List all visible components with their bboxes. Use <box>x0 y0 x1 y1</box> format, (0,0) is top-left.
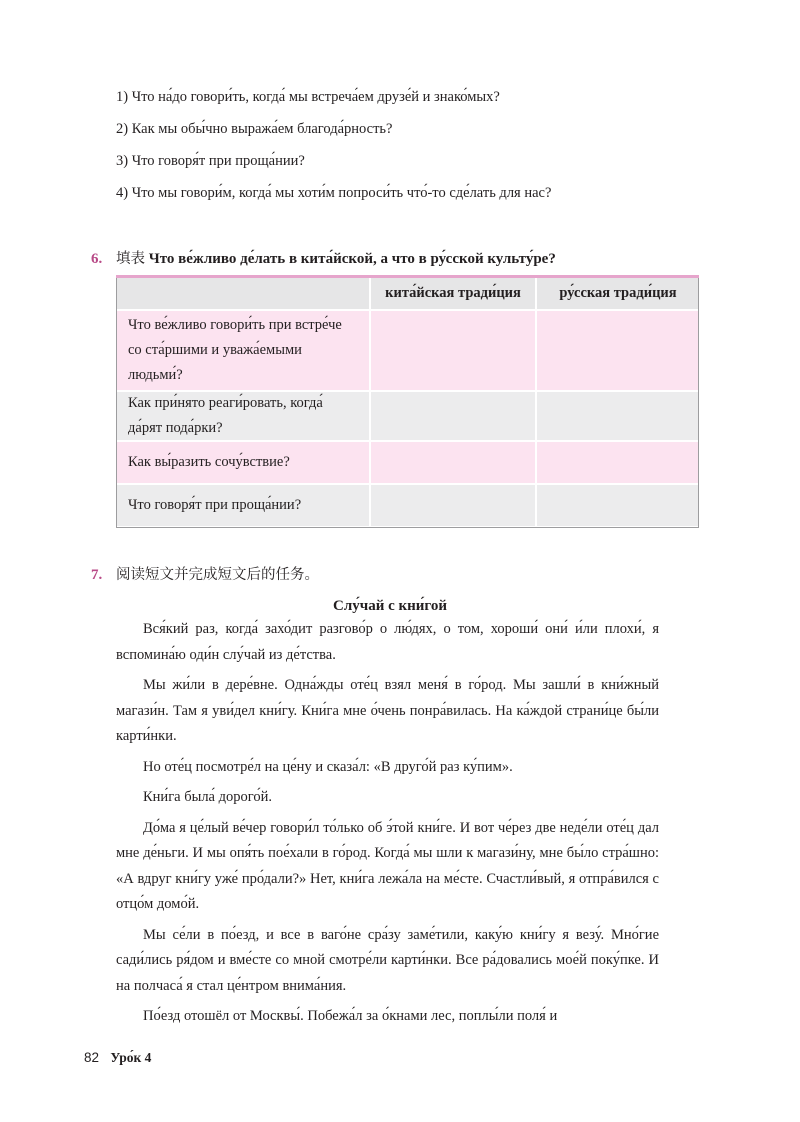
story-paragraph: По́езд отошёл от Москвы́. Побежа́л за о́кнами лес, поплы́ли поля́ и <box>143 1008 558 1024</box>
story-text <box>116 595 659 1035</box>
question-item: 4) Что мы говори́м, когда́ мы хоти́м попроси́ть что́-то сде́лать для нас? <box>116 185 552 201</box>
table-header-cell: кита́йская тради́ция <box>369 278 535 309</box>
page-number: 82 <box>84 1050 100 1065</box>
question-item: 3) Что говоря́т при проща́нии? <box>116 153 305 169</box>
section-6-title <box>91 247 556 268</box>
question-list <box>116 85 551 213</box>
story-paragraph: Мы жи́ли в дере́вне. Одна́жды оте́ц взял меня́ в го́род. Мы зашли́ в кни́жный магази́н. Там я уви́дел кни́гу. Кни́га мне о́чень понра́вилась. На ка́ждой страни́це бы́ли карти́нки. <box>116 677 659 744</box>
page-footer <box>84 1050 151 1066</box>
table-cell-china[interactable] <box>369 311 535 390</box>
section-6-heading: Что ве́жливо де́лать в кита́йской, а что в ру́сской культу́ре? <box>148 251 556 267</box>
story-paragraph: Мы се́ли в по́езд, и все в ваго́не сра́зу заме́тили, каку́ю кни́гу я везу́. Мно́гие сади́лись ря́дом и вме́сте со мной смотре́ли карти́нки. Все ра́довались мое́й поку́пке. И на полчаса́ я стал це́нтром внима́ния. <box>116 926 659 994</box>
story-paragraph: Кни́га была́ дорого́й. <box>143 789 272 805</box>
table-row <box>116 485 699 528</box>
table-header-cell: ру́сская тради́ция <box>535 278 699 309</box>
table-row <box>116 392 699 442</box>
table-row-label: Как вы́разить сочу́вствие? <box>128 454 290 470</box>
table-cell-russia[interactable] <box>535 392 699 440</box>
question-item: 2) Как мы обы́чно выража́ем благода́рность? <box>116 121 393 137</box>
table-cell-russia[interactable] <box>535 442 699 483</box>
section-7-number: 7. <box>91 567 103 583</box>
culture-table <box>116 275 699 528</box>
table-cell-russia[interactable] <box>535 311 699 390</box>
table-cell-china[interactable] <box>369 392 535 440</box>
table-cell-china[interactable] <box>369 485 535 526</box>
table-row <box>116 442 699 485</box>
section-6-instruction: 填表 <box>116 251 145 267</box>
question-item: 1) Что на́до говори́ть, когда́ мы встреча́ем друзе́й и знако́мых? <box>116 89 500 105</box>
table-row-label: Что ве́жливо говори́ть при встре́че со ста́ршими и уважа́емыми людьми́? <box>128 317 342 383</box>
table-cell-russia[interactable] <box>535 485 699 526</box>
story-paragraph: До́ма я це́лый ве́чер говори́л то́лько об э́той кни́ге. И вот че́рез две неде́ли оте́ц дал мне де́ньги. И мы опя́ть пое́хали в го́род. Когда́ мы шли к магази́ну, мне бы́ло стра́шно: «А вдруг кни́гу уже́ про́дали?» Нет, кни́га лежа́ла на ме́сте. Счастли́вый, я отпра́вился с отцо́м домо́й. <box>116 819 659 912</box>
section-6-number: 6. <box>91 251 103 267</box>
table-header-cell <box>116 278 369 309</box>
section-7-title <box>91 563 319 584</box>
table-header-row <box>116 278 699 311</box>
story-title: Слу́чай с кни́гой <box>332 598 448 614</box>
table-row-label: Что говоря́т при проща́нии? <box>128 497 302 513</box>
lesson-label: Уро́к 4 <box>110 1050 152 1065</box>
table-cell-china[interactable] <box>369 442 535 483</box>
table-row-label: Как при́нято реаги́ровать, когда́ да́рят пода́рки? <box>128 395 323 436</box>
story-paragraph: Но оте́ц посмотре́л на це́ну и сказа́л: «В друго́й раз ку́пим». <box>143 758 513 775</box>
table-row <box>116 311 699 392</box>
section-7-instruction: 阅读短文并完成短文后的任务。 <box>116 567 319 583</box>
story-paragraph: Вся́кий раз, когда́ захо́дит разгово́р о лю́дях, о том, хороши́ они́ и́ли плохи́, я вспомина́ю оди́н слу́чай из де́тства. <box>116 621 659 663</box>
